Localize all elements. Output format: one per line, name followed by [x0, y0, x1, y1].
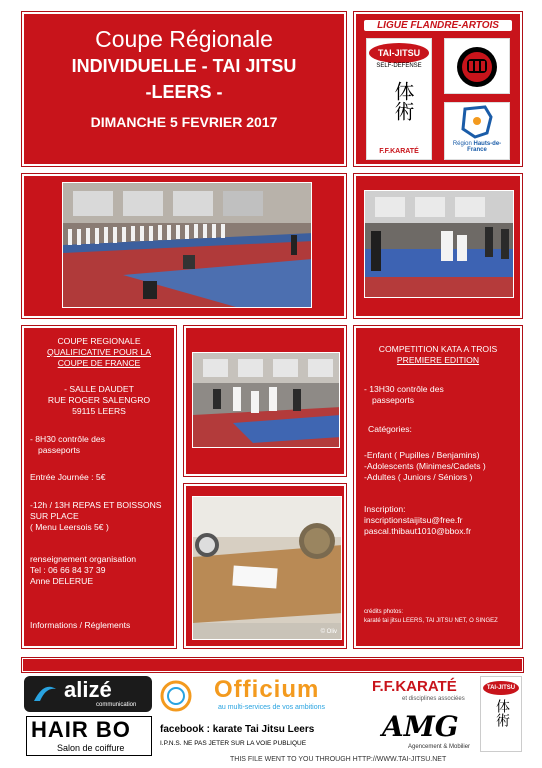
photo-credit: © Oliv: [320, 629, 337, 635]
photo-panel-gym: [22, 174, 346, 318]
taijitsu-small-kanji: 体術: [494, 699, 510, 727]
taijitsu-logo: [366, 38, 432, 160]
left-control-line2: passeports: [38, 445, 81, 455]
left-control: [30, 434, 105, 456]
photo-panel-fight: [354, 174, 522, 318]
amg-logo: [378, 710, 478, 754]
table-photo-image: [193, 497, 342, 640]
categories-title: Catégories:: [368, 424, 412, 434]
right-control-line1: - 13H30 contrôle des: [364, 384, 444, 394]
gym-photo: [62, 182, 312, 308]
ffkarate-sub: et disciplines associées: [402, 696, 465, 702]
alize-swoosh-icon: [30, 679, 60, 709]
officium-sub: au multi-services de vos ambitions: [218, 704, 325, 711]
org-phone: Tel : 06 66 84 37 39: [30, 565, 106, 575]
ffkarate-mini-label: F.F.KARATÉ: [379, 148, 419, 155]
right-title-line1: COMPETITION KATA A TROIS: [378, 344, 498, 354]
event-discipline: INDIVIDUELLE - TAI JITSU: [71, 56, 297, 76]
amg-sub: Agencement & Mobilier: [408, 744, 471, 750]
info-panel-right: [354, 326, 522, 648]
hairbo-sub: Salon de coiffure: [57, 743, 125, 753]
photo-panel-table: [184, 484, 346, 648]
alize-name: alizé: [64, 677, 112, 702]
hairbo-logo: [26, 716, 152, 756]
info-rules-link[interactable]: Informations / Réglements: [30, 620, 131, 630]
left-title-line1: COUPE REGIONALE: [57, 336, 141, 346]
meal-line3: ( Menu Leersois 5€ ): [30, 522, 109, 532]
ffkarate-logo: [372, 678, 478, 708]
venue-street: RUE ROGER SALENGRO: [47, 395, 151, 405]
source-note: THIS FILE WENT TO YOU THROUGH HTTP://WWW.TAI-JITSU.NET: [230, 756, 447, 763]
footer-divider: [22, 658, 523, 672]
kanji-text: 体術: [391, 81, 415, 121]
venue-city: 59115 LEERS: [72, 406, 126, 416]
region-label: Région Hauts-de-France: [452, 141, 502, 153]
event-title: Coupe Régionale: [95, 26, 273, 52]
taijitsu-logo-sub: SELF-DEFENSE: [376, 63, 422, 69]
hairbo-name: HAIR BO: [31, 717, 131, 742]
logo-panel: [354, 12, 522, 166]
taijitsu-logo-title: TAI-JITSU: [369, 43, 429, 63]
region-map-icon: [445, 103, 509, 143]
photo-credits: [364, 608, 498, 626]
amg-name: AMG: [382, 710, 459, 743]
inscription-title: Inscription:: [364, 504, 406, 514]
left-title-line3: COUPE DE FRANCE: [57, 358, 141, 368]
fight-photo-image: [365, 191, 514, 298]
officium-name: Officium: [214, 676, 320, 703]
taijitsu-small-title: TAI-JITSU: [483, 681, 519, 695]
fight-photo: [364, 190, 514, 298]
meal-line1: -12h / 13H REPAS ET BOISSONS: [30, 500, 162, 510]
facebook-line[interactable]: facebook : karate Tai Jitsu Leers: [160, 724, 315, 735]
left-title: [28, 336, 170, 369]
officium-circle-icon: [158, 678, 198, 714]
org-name: Anne DELERUE: [30, 576, 94, 586]
meal-info: [30, 500, 162, 533]
fist-icon: [445, 39, 509, 93]
category-adultes: -Adultes ( Juniors / Séniors ): [364, 472, 473, 482]
dojo-photo: [192, 352, 340, 448]
officium-logo: [158, 676, 370, 716]
right-title: [360, 344, 516, 366]
inscription-email-2[interactable]: pascal.thibaut1010@bbox.fr: [364, 526, 472, 536]
right-control: [364, 384, 444, 406]
info-panel-left: [22, 326, 176, 648]
header-panel: [22, 12, 346, 166]
region-logo: [444, 102, 510, 160]
ffkarate-name: F.F.KARATÉ: [372, 678, 457, 695]
table-photo: [192, 496, 342, 640]
ligue-label: LIGUE FLANDRE-ARTOIS: [364, 20, 512, 31]
credits-title: crédits photos:: [364, 609, 404, 615]
org-label: renseignement organisation: [30, 554, 137, 564]
inscription: [364, 504, 471, 537]
event-city: -LEERS -: [145, 82, 223, 102]
gym-photo-image: [63, 183, 312, 308]
entry-fee: Entrée Journée : 5€: [30, 472, 106, 482]
event-date: DIMANCHE 5 FEVRIER 2017: [90, 114, 278, 130]
category-adolescents: -Adolescents (Minimes/Cadets ): [364, 461, 486, 471]
dojo-photo-image: [193, 353, 340, 448]
venue-name: - SALLE DAUDET: [64, 384, 134, 394]
categories-list: [364, 450, 486, 483]
alize-logo: [24, 676, 152, 712]
right-title-line2: PREMIERE EDITION: [396, 355, 480, 365]
inscription-email-1[interactable]: inscriptionstaijitsu@free.fr: [364, 515, 463, 525]
photo-panel-dojo: [184, 326, 346, 476]
credits-text: karaté tai jitsu LEERS, TAI JITSU NET, O SINGEZ: [364, 618, 498, 624]
fist-club-logo: [444, 38, 510, 94]
left-title-line2: QUALIFICATIVE POUR LA: [47, 347, 151, 357]
venue-address: [28, 384, 170, 417]
meal-line2: SUR PLACE: [30, 511, 79, 521]
organisation-contact: [30, 554, 136, 587]
taijitsu-small-logo: [480, 676, 522, 752]
category-enfant: -Enfant ( Pupilles / Benjamins): [364, 450, 480, 460]
right-control-line2: passeports: [372, 395, 415, 405]
ipns-line: I.P.N.S. NE PAS JETER SUR LA VOIE PUBLIQUE: [160, 740, 307, 747]
left-control-line1: - 8H30 contrôle des: [30, 434, 105, 444]
alize-sub: communication: [96, 702, 137, 708]
